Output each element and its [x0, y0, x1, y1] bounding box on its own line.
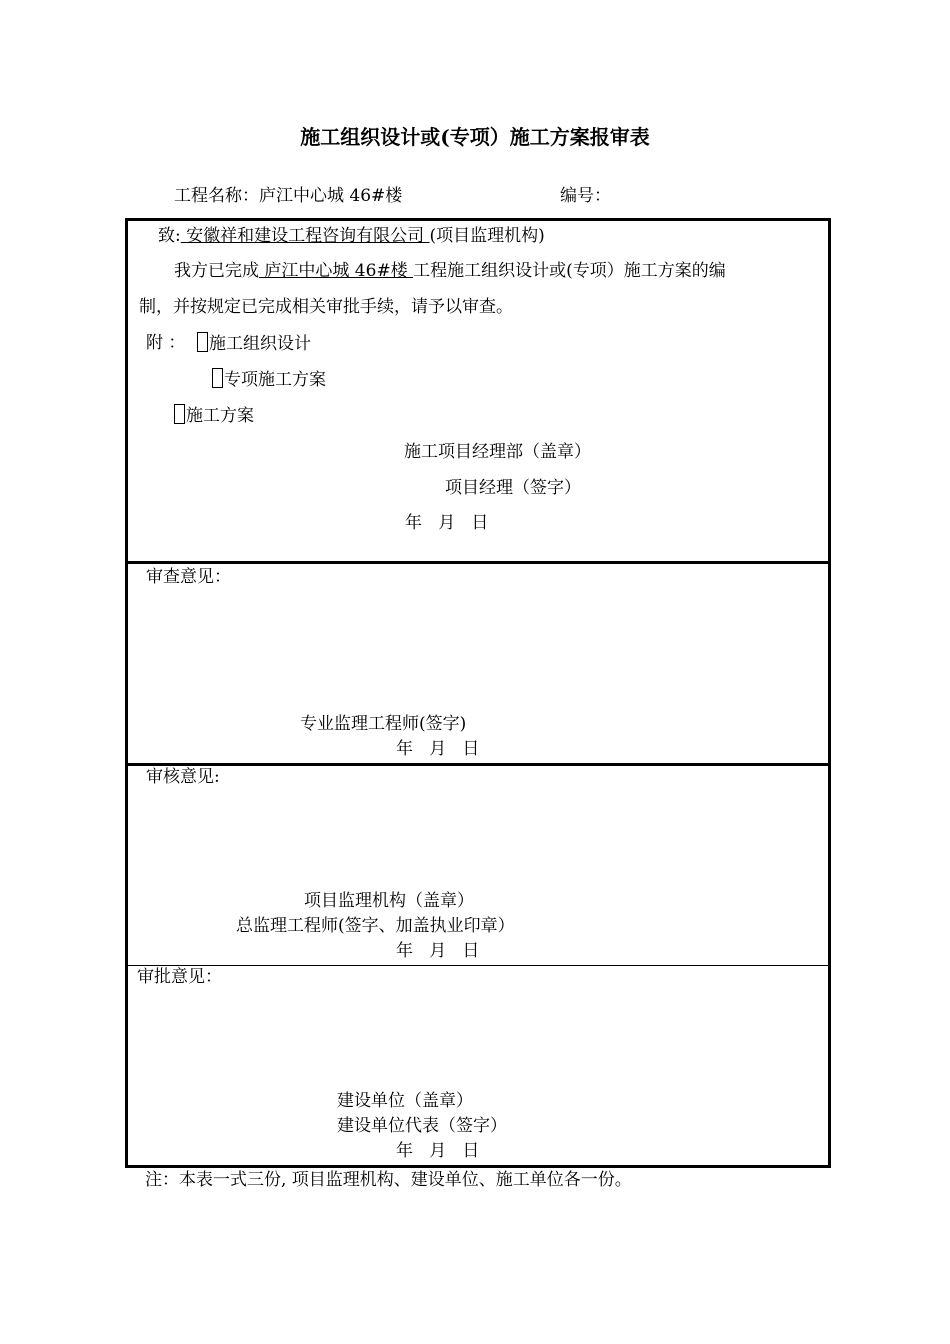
body-line-1	[174, 260, 726, 282]
review-date: 年 月 日	[396, 739, 480, 759]
approval-label: 审批意见：	[137, 967, 222, 987]
to-org: 安徽祥和建设工程咨询有限公司	[180, 226, 430, 246]
body-project: 庐江中心城 46#楼	[259, 261, 414, 281]
attachment-item: 施工方案	[174, 404, 254, 427]
body-prefix: 我方已完成	[174, 261, 259, 281]
audit-signer: 总监理工程师(签字、加盖执业印章）	[236, 916, 515, 936]
checkbox[interactable]	[174, 404, 185, 424]
audit-date: 年 月 日	[396, 941, 480, 961]
contractor-dept-seal: 施工项目经理部（盖章）	[404, 442, 591, 462]
section-divider	[128, 561, 828, 564]
attachment-item: 施工组织设计	[197, 332, 311, 355]
number-label: 编号：	[560, 186, 611, 206]
checkbox[interactable]	[212, 368, 223, 388]
audit-org-seal: 项目监理机构（盖章）	[304, 891, 474, 911]
section-divider	[128, 763, 828, 766]
page-title: 施工组织设计或(专项）施工方案报审表	[300, 125, 650, 149]
footnote: 注：本表一式三份, 项目监理机构、建设单位、施工单位各一份。	[145, 1170, 632, 1190]
approval-form-table	[125, 218, 831, 1168]
section-divider	[128, 965, 828, 966]
approval-signer: 建设单位代表（签字）	[337, 1116, 507, 1136]
approval-date: 年 月 日	[396, 1141, 480, 1161]
approval-org-seal: 建设单位（盖章）	[337, 1091, 473, 1111]
manager-signature: 项目经理（签字）	[445, 478, 581, 498]
body-line-2: 制，并按规定已完成相关审批手续，请予以审查。	[139, 297, 513, 317]
contractor-date: 年 月 日	[405, 513, 489, 533]
checkbox[interactable]	[197, 332, 208, 352]
review-signer: 专业监理工程师(签字)	[300, 714, 467, 734]
audit-label: 审核意见:	[146, 767, 220, 787]
body-rest: 工程施工组织设计或(专项）施工方案的编	[413, 261, 726, 281]
project-name-line	[174, 185, 402, 207]
project-name: 庐江中心城 46#楼	[259, 186, 403, 206]
attachment-item: 专项施工方案	[212, 368, 326, 391]
project-label: 工程名称：	[174, 186, 259, 206]
to-suffix: (项目监理机构)	[429, 226, 545, 246]
review-label: 审查意见：	[146, 567, 231, 587]
attach-label: 附 ：	[146, 333, 186, 353]
addressee-line	[158, 225, 545, 247]
to-label: 致:	[158, 226, 181, 246]
